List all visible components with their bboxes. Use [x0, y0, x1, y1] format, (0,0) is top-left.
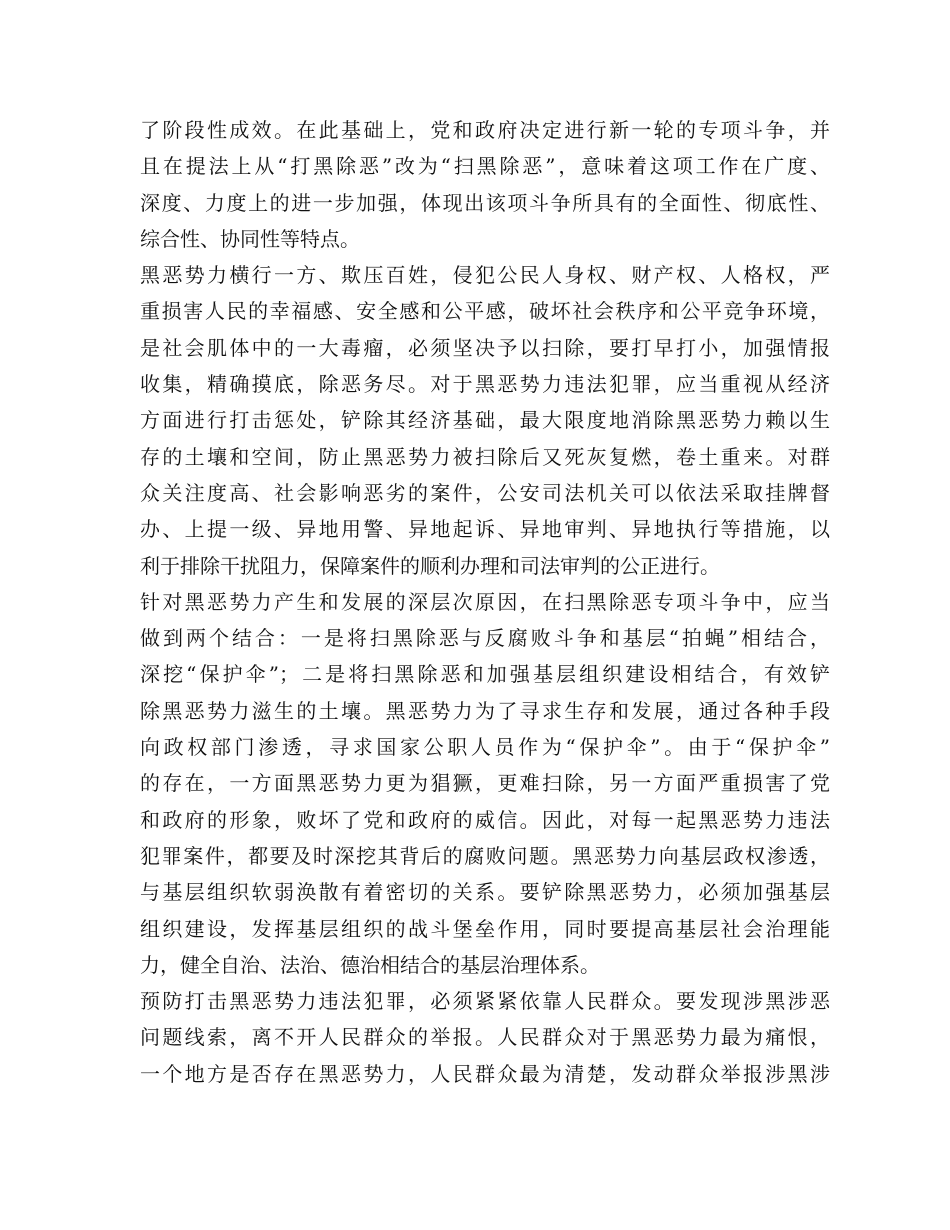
- text-line: 和政府的形象，败坏了党和政府的威信。因此，对每一起黑恶势力违法: [140, 807, 830, 832]
- text-line: 重损害人民的幸福感、安全感和公平感，破坏社会秩序和公平竞争环境，: [140, 299, 830, 324]
- text-line: 犯罪案件，都要及时深挖其背后的腐败问题。黑恶势力向基层政权渗透，: [140, 843, 830, 868]
- text-line: 众关注度高、社会影响恶劣的案件，公安司法机关可以依法采取挂牌督: [140, 480, 830, 505]
- text-line: 预防打击黑恶势力违法犯罪，必须紧紧依靠人民群众。要发现涉黑涉恶: [140, 989, 830, 1014]
- text-line: 综合性、协同性等特点。: [140, 226, 360, 251]
- text-line: 是社会肌体中的一大毒瘤，必须坚决予以扫除，要打早打小，加强情报: [140, 335, 830, 360]
- text-line: 黑恶势力横行一方、欺压百姓，侵犯公民人身权、财产权、人格权，严: [140, 263, 830, 288]
- text-line: 向政权部门渗透，寻求国家公职人员作为“保护伞”。由于“保护伞”: [140, 735, 830, 760]
- paragraph: [140, 112, 830, 257]
- paragraph: [140, 983, 830, 1092]
- text-line: 了阶段性成效。在此基础上，党和政府决定进行新一轮的专项斗争，并: [140, 118, 830, 142]
- text-line: 做到两个结合：一是将扫黑除恶与反腐败斗争和基层“拍蝇”相结合，: [140, 626, 830, 651]
- text-line: 收集，精确摸底，除恶务尽。对于黑恶势力违法犯罪，应当重视从经济: [140, 372, 830, 397]
- text-line: 且在提法上从“打黑除恶”改为“扫黑除恶”，意味着这项工作在广度、: [140, 154, 830, 179]
- text-line: 方面进行打击惩处，铲除其经济基础，最大限度地消除黑恶势力赖以生: [140, 408, 830, 433]
- text-line: 组织建设，发挥基层组织的战斗堡垒作用，同时要提高基层社会治理能: [140, 916, 830, 941]
- text-line: 的存在，一方面黑恶势力更为猖獗，更难扫除，另一方面严重损害了党: [140, 771, 830, 796]
- text-line: 与基层组织软弱涣散有着密切的关系。要铲除黑恶势力，必须加强基层: [140, 880, 830, 905]
- text-line: 深度、力度上的进一步加强，体现出该项斗争所具有的全面性、彻底性、: [140, 190, 830, 215]
- paragraph: [140, 584, 830, 983]
- text-line: 问题线索，离不开人民群众的举报。人民群众对于黑恶势力最为痛恨，: [140, 1025, 830, 1050]
- text-line: 针对黑恶势力产生和发展的深层次原因，在扫黑除恶专项斗争中，应当: [140, 589, 830, 614]
- paragraph: [140, 257, 830, 584]
- text-line: 一个地方是否存在黑恶势力，人民群众最为清楚，发动群众举报涉黑涉: [140, 1061, 830, 1086]
- text-line: 深挖“保护伞”；二是将扫黑除恶和加强基层组织建设相结合，有效铲: [140, 662, 830, 687]
- text-line: 利于排除干扰阻力，保障案件的顺利办理和司法审判的公正进行。: [140, 553, 720, 578]
- text-line: 办、上提一级、异地用警、异地起诉、异地审判、异地执行等措施，以: [140, 517, 830, 542]
- text-line: 存的土壤和空间，防止黑恶势力被扫除后又死灰复燃，卷土重来。对群: [140, 444, 830, 469]
- document-body: [140, 112, 830, 1092]
- text-line: 力，健全自治、法治、德治相结合的基层治理体系。: [140, 952, 600, 977]
- text-line: 除黑恶势力滋生的土壤。黑恶势力为了寻求生存和发展，通过各种手段: [140, 698, 830, 723]
